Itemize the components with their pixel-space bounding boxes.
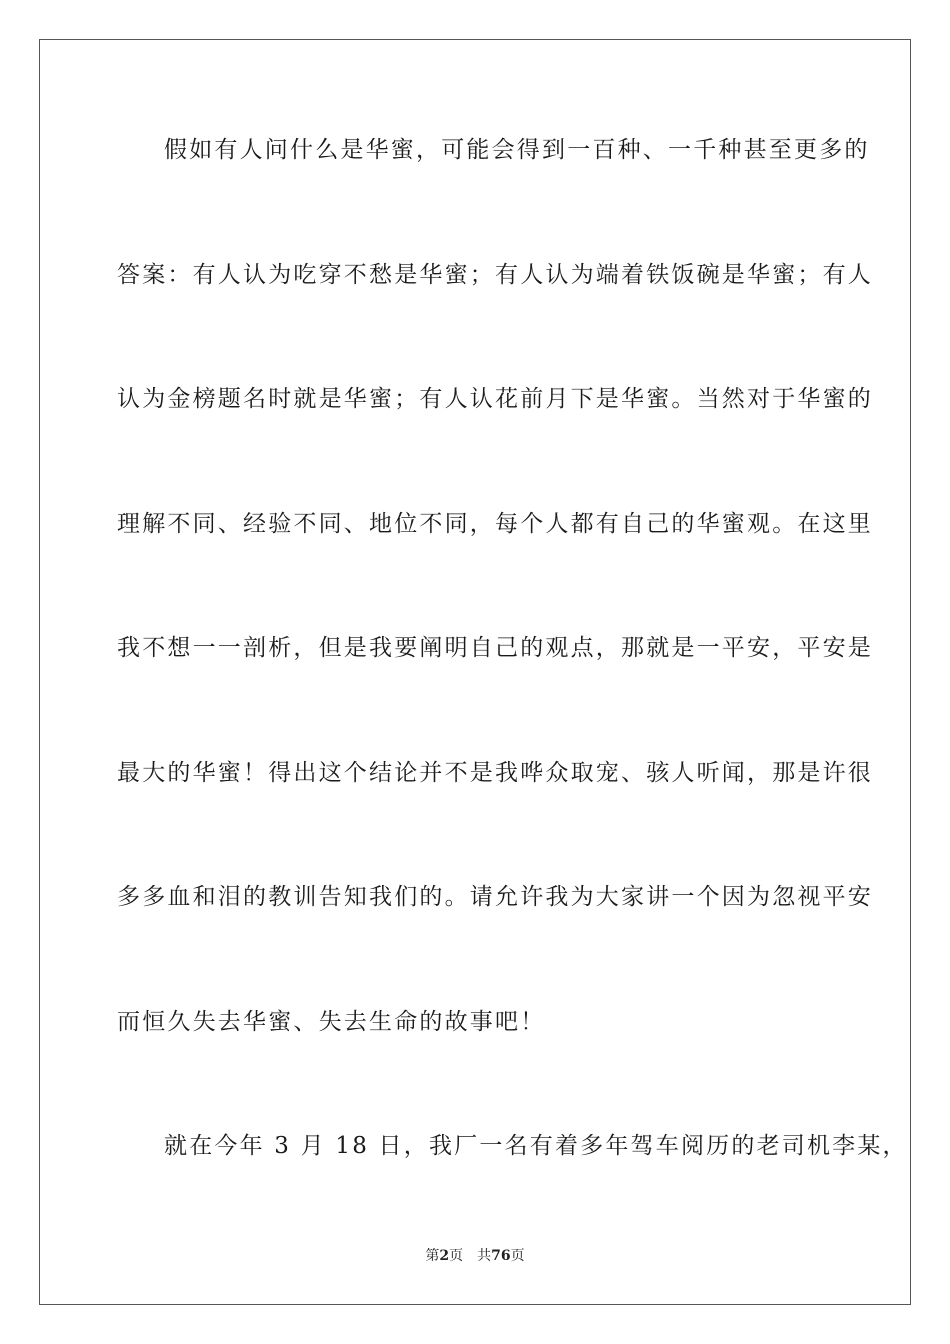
paragraph-line-7: 多多血和泪的教训告知我们的。请允许我为大家讲一个因为忽视平安 bbox=[117, 884, 873, 910]
paragraph-line-6: 最大的华蜜！得出这个结论并不是我哗众取宠、骇人听闻，那是许很 bbox=[117, 760, 873, 786]
paragraph-line-1: 假如有人问什么是华蜜，可能会得到一百种、一千种甚至更多的 bbox=[164, 137, 870, 163]
total-pages: 76 bbox=[491, 1248, 511, 1264]
paragraph-line-5: 我不想一一剖析，但是我要阐明自己的观点，那就是一平安，平安是 bbox=[117, 635, 873, 661]
total-prefix: 共 bbox=[477, 1248, 492, 1264]
page-number: 2 bbox=[439, 1248, 450, 1264]
paragraph-line-3: 认为金榜题名时就是华蜜；有人认花前月下是华蜜。当然对于华蜜的 bbox=[117, 386, 873, 412]
paragraph-line-4: 理解不同、经验不同、地位不同，每个人都有自己的华蜜观。在这里 bbox=[117, 511, 873, 537]
paragraph-line-2: 答案：有人认为吃穿不愁是华蜜；有人认为端着铁饭碗是华蜜；有人 bbox=[117, 262, 873, 288]
page-footer bbox=[0, 1246, 950, 1266]
total-suffix: 页 bbox=[510, 1248, 525, 1264]
paragraph-line-9: 就在今年 3 月 18 日，我厂一名有着多年驾车阅历的老司机李某， bbox=[164, 1133, 908, 1159]
page-frame bbox=[39, 39, 911, 1305]
page-suffix: 页 bbox=[449, 1248, 464, 1264]
paragraph-line-8: 而恒久失去华蜜、失去生命的故事吧！ bbox=[117, 1009, 546, 1035]
page-prefix: 第 bbox=[425, 1248, 440, 1264]
